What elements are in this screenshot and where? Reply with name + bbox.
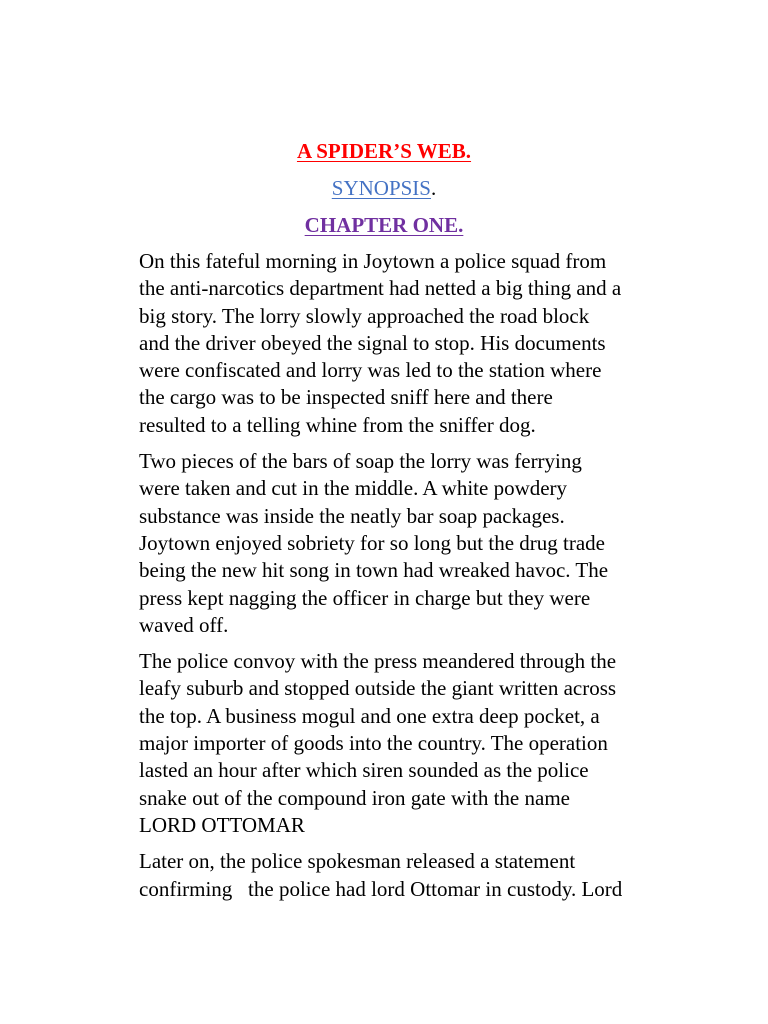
- synopsis-heading: [0, 175, 768, 201]
- paragraph-line: confirming the police had lord Ottomar in custody. Lord: [139, 876, 623, 901]
- paragraph-line: leafy suburb and stopped outside the giant written across: [139, 676, 617, 701]
- paragraph-line: Two pieces of the bars of soap the lorry was ferrying: [139, 449, 582, 474]
- story-title: [0, 138, 768, 164]
- paragraph-line: press kept nagging the officer in charge but they were: [139, 585, 591, 610]
- paragraph-line: waved off.: [139, 612, 229, 637]
- paragraph-line: LORD OTTOMAR: [139, 812, 305, 837]
- paragraph-line: major importer of goods into the country. The operation: [139, 731, 608, 756]
- paragraph-line: The police convoy with the press meandered through the: [139, 649, 617, 674]
- paragraph-line: the cargo was to be inspected sniff here and there: [139, 385, 553, 410]
- story-body: [139, 248, 699, 912]
- paragraph-3: [139, 648, 699, 839]
- paragraph-line: were taken and cut in the middle. A white powdery: [139, 476, 568, 501]
- story-title-text: A SPIDER’S WEB.: [296, 139, 472, 163]
- paragraph-line: Later on, the police spokesman released a statement: [139, 849, 576, 874]
- paragraph-line: and the driver obeyed the signal to stop. His documents: [139, 330, 606, 355]
- synopsis-heading-text: SYNOPSIS: [331, 176, 431, 200]
- paragraph-1: [139, 248, 699, 439]
- paragraph-line: On this fateful morning in Joytown a police squad from: [139, 249, 607, 273]
- chapter-heading: [0, 212, 768, 238]
- synopsis-period: .: [430, 176, 437, 200]
- paragraph-line: the anti-narcotics department had netted a big thing and a: [139, 276, 622, 301]
- paragraph-line: substance was inside the neatly bar soap packages.: [139, 503, 565, 528]
- paragraph-line: being the new hit song in town had wreaked havoc. The: [139, 558, 609, 583]
- paragraph-line: snake out of the compound iron gate with the name: [139, 785, 570, 810]
- paragraph-line: were confiscated and lorry was led to the station where: [139, 358, 602, 383]
- paragraph-line: lasted an hour after which siren sounded as the police: [139, 758, 589, 783]
- chapter-heading-text: CHAPTER ONE.: [304, 213, 464, 237]
- paragraph-line: Joytown enjoyed sobriety for so long but the drug trade: [139, 530, 605, 555]
- paragraph-line: resulted to a telling whine from the sniffer dog.: [139, 412, 536, 437]
- paragraph-2: [139, 448, 699, 639]
- paragraph-4: [139, 848, 699, 903]
- paragraph-line: the top. A business mogul and one extra deep pocket, a: [139, 703, 600, 728]
- paragraph-line: big story. The lorry slowly approached the road block: [139, 303, 590, 328]
